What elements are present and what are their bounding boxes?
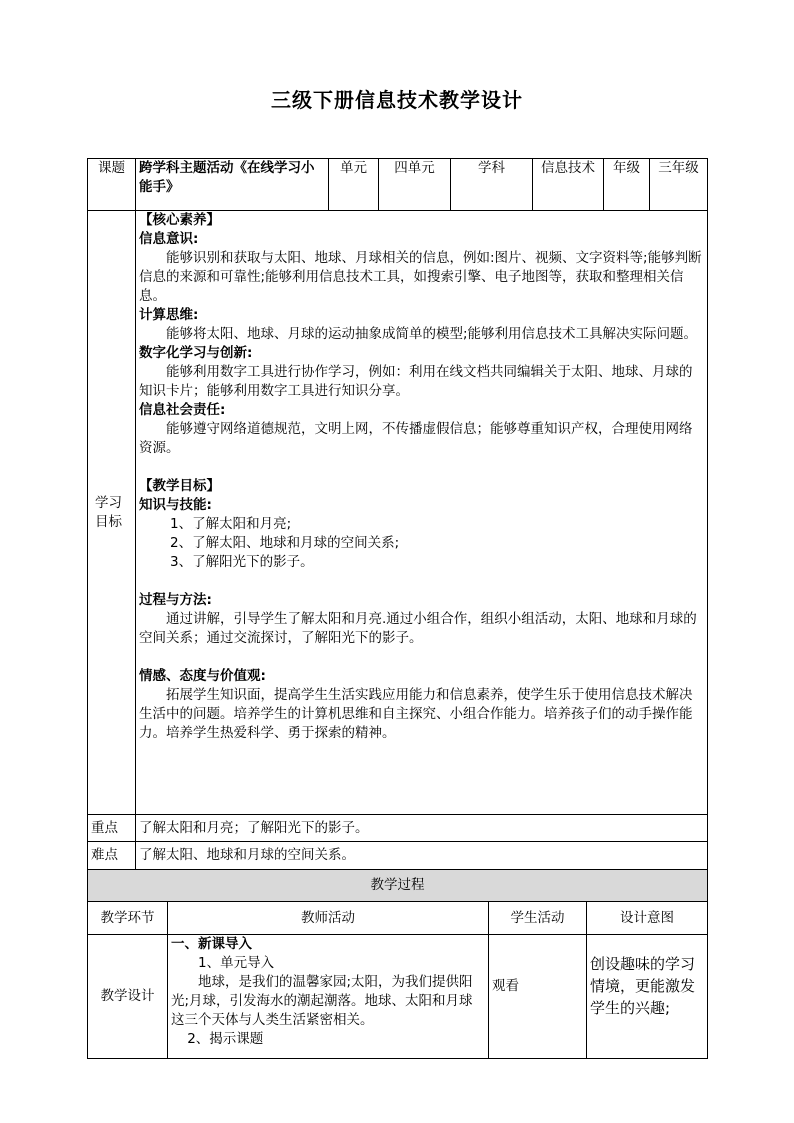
lesson-value: 跨学科主题活动《在线学习小能手》 <box>136 159 329 211</box>
goals-label: 学习目标 <box>88 211 136 815</box>
col-teacher: 教师活动 <box>168 902 489 935</box>
process-label: 过程与方法: <box>139 592 212 608</box>
goals-content <box>136 211 708 815</box>
difficulty-label: 难点 <box>88 842 136 870</box>
comp-thinking-text: 能够将太阳、地球、月球的运动抽象成简单的模型;能够利用信息技术工具解决实际问题。 <box>166 326 698 342</box>
emotion-text: 拓展学生知识面，提高学生生活实践应用能力和信息素养，使学生乐于使用信息技术解决生活中的问题。培养学生的计算机思维和自主探究、小组合作能力。培养孩子们的动手操作能力。培养学生热爱科学、勇于探索的精神。 <box>139 687 693 741</box>
lesson-label: 课题 <box>88 159 136 211</box>
process-text: 通过讲解，引导学生了解太阳和月亮.通过小组合作，组织小组活动，太阳、地球和月球的空间关系；通过交流探讨，了解阳光下的影子。 <box>139 611 697 646</box>
info-awareness-text: 能够识别和获取与太阳、地球、月球相关的信息，例如:图片、视频、文字资料等;能够判断信息的来源和可靠性;能够利用信息技术工具，如搜索引擎、电子地图等，获取和整理相关信息。 <box>139 250 702 304</box>
core-heading: 【核心素养】 <box>139 212 220 228</box>
grade-label: 年级 <box>604 159 650 211</box>
student-activity: 观看 <box>489 935 587 1059</box>
unit-value: 四单元 <box>379 159 451 211</box>
subject-value: 信息技术 <box>533 159 604 211</box>
teach-heading: 【教学目标】 <box>139 478 220 494</box>
grade-value: 三年级 <box>650 159 708 211</box>
col-intent: 设计意图 <box>587 902 708 935</box>
design-intent: 创设趣味的学习情境，更能激发学生的兴趣; <box>587 935 708 1059</box>
digital-text: 能够利用数字工具进行协作学习，例如：利用在线文档共同编辑关于太阳、地球、月球的知识卡片；能够利用数字工具进行知识分享。 <box>139 364 693 399</box>
knowledge-item: 2、了解太阳、地球和月球的空间关系; <box>170 535 400 551</box>
digital-label: 数字化学习与创新: <box>139 345 253 361</box>
unit-label: 单元 <box>329 159 379 211</box>
teaching-process-table <box>87 869 708 1059</box>
teacher-text1: 地球，是我们的温馨家园;太阳，为我们提供阳光;月球，引发海水的潮起潮落。地球、太阳和月球这三个天体与人类生活紧密相关。 <box>171 974 473 1028</box>
lesson-info-table <box>87 158 708 870</box>
col-student: 学生活动 <box>489 902 587 935</box>
key-point-label: 重点 <box>88 815 136 842</box>
col-stage: 教学环节 <box>88 902 168 935</box>
teacher-sub2: 2、揭示课题 <box>187 1031 264 1047</box>
knowledge-item: 1、了解太阳和月亮; <box>170 516 292 532</box>
row-stage: 教学设计 <box>88 935 168 1059</box>
teacher-heading: 一、新课导入 <box>171 936 252 952</box>
comp-thinking-label: 计算思维: <box>139 307 199 323</box>
social-label: 信息社会责任: <box>139 402 226 418</box>
teacher-sub1: 1、单元导入 <box>198 955 275 971</box>
process-heading: 教学过程 <box>88 870 708 902</box>
info-awareness-label: 信息意识: <box>139 231 199 247</box>
social-text: 能够遵守网络道德规范，文明上网，不传播虚假信息；能够尊重知识产权，合理使用网络资源。 <box>139 421 693 456</box>
knowledge-item: 3、了解阳光下的影子。 <box>170 554 314 570</box>
key-point-text: 了解太阳和月亮；了解阳光下的影子。 <box>136 815 708 842</box>
knowledge-label: 知识与技能: <box>139 497 212 513</box>
difficulty-text: 了解太阳、地球和月球的空间关系。 <box>136 842 708 870</box>
emotion-label: 情感、态度与价值观: <box>139 668 266 684</box>
subject-label: 学科 <box>451 159 533 211</box>
page-title: 三级下册信息技术教学设计 <box>271 88 523 112</box>
teacher-activity <box>168 935 489 1059</box>
